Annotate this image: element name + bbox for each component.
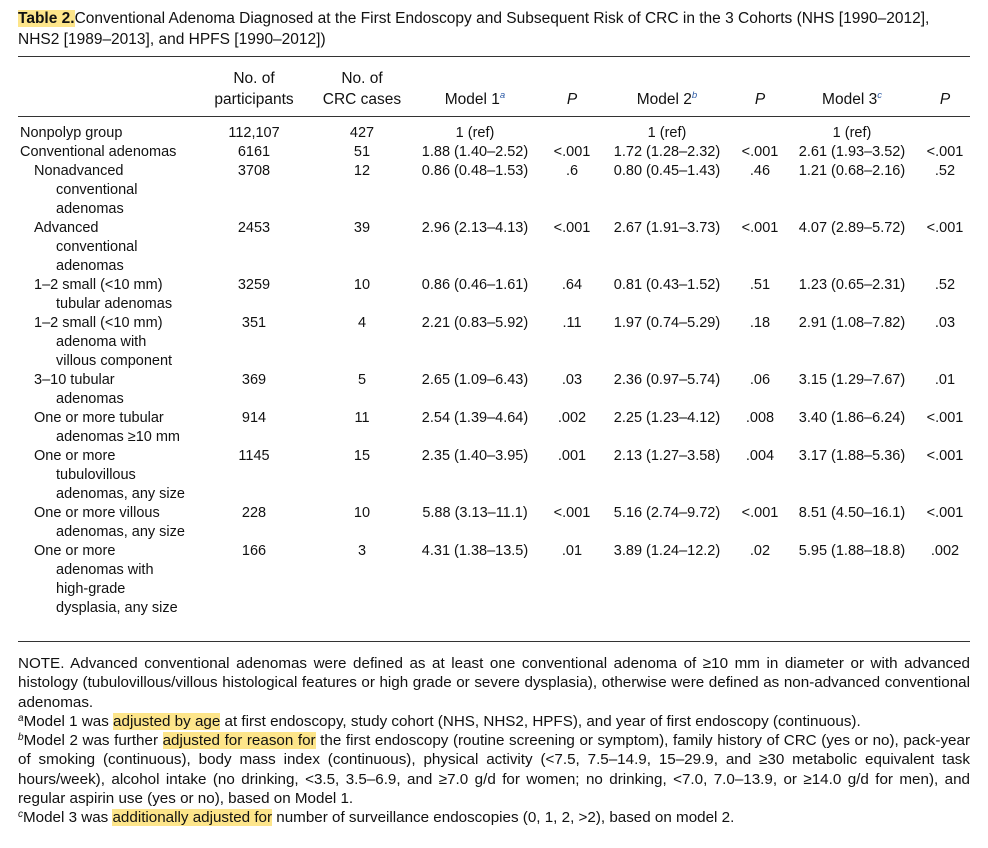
row-label-line: One or more — [34, 543, 116, 559]
model3-cell: 1.23 (0.65–2.31) — [798, 277, 906, 293]
row-label-line: adenomas, any size — [56, 486, 185, 502]
row-label — [34, 276, 172, 314]
footnote-c — [18, 808, 970, 827]
crc-cases-cell: 51 — [353, 144, 371, 160]
footnote-c-pre: Model 3 was — [23, 809, 113, 827]
row-label-line: adenomas — [56, 258, 124, 274]
crc-cases-cell: 12 — [353, 163, 371, 179]
note-paragraph: NOTE. Advanced conventional adenomas were defined as at least one conventional adenoma of ≥10 mm in diameter or with advanced histology (tubulovillous/villous histological features or high grade or severe dysplasia), otherwise were defined as non-advanced conventional adenomas. — [18, 655, 970, 711]
row-label-line: high-grade — [56, 581, 126, 597]
table-row — [0, 143, 988, 162]
p3-cell: <.001 — [926, 220, 964, 236]
row-label-line: Advanced — [34, 220, 99, 236]
row-label-line: One or more tubular — [34, 410, 164, 426]
header-model3-sup: c — [877, 90, 882, 101]
model3-cell: 4.07 (2.89–5.72) — [798, 220, 906, 236]
model1-cell: 2.35 (1.40–3.95) — [421, 448, 529, 464]
participants-cell: 2453 — [237, 220, 271, 236]
table-row — [0, 504, 988, 542]
header-participants-line2: participants — [214, 91, 294, 108]
model1-cell: 1 (ref) — [455, 125, 495, 141]
model1-cell: 2.65 (1.09–6.43) — [421, 372, 529, 388]
model2-cell: 3.89 (1.24–12.2) — [613, 543, 721, 559]
model3-cell: 5.95 (1.88–18.8) — [798, 543, 906, 559]
header-p3: P — [939, 91, 951, 108]
p2-cell: .02 — [749, 543, 771, 559]
model2-cell: 5.16 (2.74–9.72) — [613, 505, 721, 521]
model2-cell: 1.97 (0.74–5.29) — [613, 315, 721, 331]
row-label — [34, 447, 185, 504]
p3-cell: .52 — [934, 277, 956, 293]
model2-cell: 0.81 (0.43–1.52) — [613, 277, 721, 293]
p3-cell: .52 — [934, 163, 956, 179]
table-row — [0, 542, 988, 618]
footnote-c-post: number of surveillance endoscopies (0, 1, 2, >2), based on model 2. — [272, 809, 735, 827]
top-rule — [18, 56, 970, 57]
header-model2-sup: b — [691, 90, 698, 101]
row-label — [34, 409, 180, 447]
row-label — [34, 219, 137, 276]
p1-cell: .01 — [561, 543, 583, 559]
model3-cell: 1.21 (0.68–2.16) — [798, 163, 906, 179]
participants-cell: 3708 — [237, 163, 271, 179]
model3-cell: 8.51 (4.50–16.1) — [798, 505, 906, 521]
crc-cases-cell: 5 — [357, 372, 367, 388]
row-label — [34, 542, 178, 618]
header-rule — [18, 116, 970, 117]
model1-cell: 2.96 (2.13–4.13) — [421, 220, 529, 236]
row-label-line: adenoma with — [56, 334, 147, 350]
header-p2: P — [754, 91, 766, 108]
p2-cell: .46 — [749, 163, 771, 179]
participants-cell: 3259 — [237, 277, 271, 293]
model2-cell: 2.36 (0.97–5.74) — [613, 372, 721, 388]
table-notes — [18, 654, 970, 828]
bottom-rule — [18, 641, 970, 642]
row-label — [20, 124, 122, 143]
header-model3 — [790, 89, 914, 110]
table-title — [18, 8, 973, 50]
model2-cell: 1 (ref) — [647, 125, 687, 141]
crc-cases-cell: 39 — [353, 220, 371, 236]
p3-cell: <.001 — [926, 144, 964, 160]
model1-cell: 2.21 (0.83–5.92) — [421, 315, 529, 331]
row-label-line: Conventional adenomas — [20, 144, 177, 160]
crc-cases-cell: 4 — [357, 315, 367, 331]
header-model2 — [604, 89, 730, 110]
row-label-line: Nonpolyp group — [20, 125, 123, 141]
footnote-a-pre: Model 1 was — [23, 712, 114, 730]
p1-cell: .001 — [557, 448, 587, 464]
p2-cell: <.001 — [741, 144, 779, 160]
p2-cell: .004 — [745, 448, 775, 464]
header-model2-text: Model 2 — [636, 91, 692, 108]
p2-cell: <.001 — [741, 505, 779, 521]
row-label-line: tubular adenomas — [56, 296, 173, 312]
row-label — [34, 371, 124, 409]
header-crc-line2: CRC cases — [322, 91, 402, 108]
p3-cell: .01 — [934, 372, 956, 388]
footnote-a-mark: a — [18, 712, 24, 724]
p1-cell: <.001 — [553, 144, 591, 160]
header-crc-line1: No. of — [341, 70, 383, 87]
row-label-line: tubulovillous — [56, 467, 136, 483]
table-row — [0, 162, 988, 219]
p2-cell: <.001 — [741, 220, 779, 236]
footnote-a-highlight: adjusted by age — [113, 712, 221, 730]
row-label-line: conventional — [56, 239, 138, 255]
p1-cell: <.001 — [553, 220, 591, 236]
model3-cell: 2.61 (1.93–3.52) — [798, 144, 906, 160]
row-label — [34, 504, 185, 542]
p1-cell: .11 — [562, 315, 582, 331]
model3-cell: 1 (ref) — [832, 125, 872, 141]
p3-cell: .002 — [930, 543, 960, 559]
model3-cell: 2.91 (1.08–7.82) — [798, 315, 906, 331]
p3-cell: <.001 — [926, 448, 964, 464]
table-row — [0, 371, 988, 409]
p2-cell: .06 — [749, 372, 771, 388]
model1-cell: 1.88 (1.40–2.52) — [421, 144, 529, 160]
crc-cases-cell: 3 — [357, 543, 367, 559]
model3-cell: 3.15 (1.29–7.67) — [798, 372, 906, 388]
participants-cell: 351 — [241, 315, 267, 331]
model2-cell: 1.72 (1.28–2.32) — [613, 144, 721, 160]
row-label-line: adenomas — [56, 391, 124, 407]
p3-cell: <.001 — [926, 505, 964, 521]
model1-cell: 2.54 (1.39–4.64) — [421, 410, 529, 426]
crc-cases-cell: 10 — [353, 277, 371, 293]
model2-cell: 2.13 (1.27–3.58) — [613, 448, 721, 464]
header-model3-text: Model 3 — [822, 91, 878, 108]
p1-cell: .6 — [565, 163, 579, 179]
model1-cell: 4.31 (1.38–13.5) — [421, 543, 529, 559]
row-label-line: One or more villous — [34, 505, 160, 521]
row-label-line: dysplasia, any size — [56, 600, 178, 616]
participants-cell: 1145 — [238, 448, 270, 464]
p3-cell: <.001 — [926, 410, 964, 426]
table-row — [0, 124, 988, 143]
model2-cell: 2.67 (1.91–3.73) — [613, 220, 721, 236]
header-model1-sup: a — [499, 90, 506, 101]
footnote-b-pre: Model 2 was further — [23, 732, 163, 750]
row-label-line: 3–10 tubular — [34, 372, 115, 388]
p2-cell: .51 — [749, 277, 771, 293]
table-row — [0, 276, 988, 314]
header-model1-text: Model 1 — [444, 91, 500, 108]
header-p1: P — [566, 91, 578, 108]
row-label-line: adenomas ≥10 mm — [56, 429, 181, 445]
crc-cases-cell: 15 — [353, 448, 371, 464]
model3-cell: 3.40 (1.86–6.24) — [798, 410, 906, 426]
row-label-line: 1–2 small (<10 mm) — [34, 315, 163, 331]
crc-cases-cell: 11 — [354, 410, 370, 426]
row-label — [34, 314, 172, 371]
footnote-b — [18, 731, 970, 808]
footnote-c-mark: c — [18, 809, 23, 821]
model1-cell: 5.88 (3.13–11.1) — [422, 505, 528, 521]
crc-cases-cell: 10 — [353, 505, 371, 521]
table-row — [0, 219, 988, 276]
model2-cell: 2.25 (1.23–4.12) — [613, 410, 721, 426]
p1-cell: .002 — [557, 410, 587, 426]
row-label-line: adenomas — [56, 201, 124, 217]
participants-cell: 369 — [241, 372, 267, 388]
p3-cell: .03 — [934, 315, 956, 331]
footnote-b-post: the first endoscopy (routine screening or symptom), family history of CRC (yes or no), pack-year of smoking (continuous), body mass index (continuous), physical activity (<7.5, 7.5–14.9, 15–29.9, and ≥30 metabolic equivalent task hours/week), alcohol intake (no drinking, <3.5, 3.5–6.9, and ≥7.0 g/d for women; no drinking, <7.0, 7.0–13.9, or ≥14.0 g/d for men), and regular aspirin use (yes or no), based on Model 1. — [18, 732, 970, 808]
p1-cell: .03 — [561, 372, 583, 388]
footnote-a — [18, 712, 970, 731]
table-row — [0, 447, 988, 504]
p1-cell: <.001 — [553, 505, 591, 521]
footnote-b-mark: b — [18, 732, 24, 744]
row-label — [20, 143, 176, 162]
footnote-c-highlight: additionally adjusted for — [112, 809, 273, 827]
model1-cell: 0.86 (0.48–1.53) — [421, 163, 529, 179]
footnote-a-post: at first endoscopy, study cohort (NHS, NHS2, HPFS), and year of first endoscopy (continuous). — [220, 712, 861, 730]
p2-cell: .008 — [745, 410, 775, 426]
row-label — [34, 162, 137, 219]
participants-cell: 6161 — [237, 144, 271, 160]
table-title-text: Conventional Adenoma Diagnosed at the First Endoscopy and Subsequent Risk of CRC in the 3 Cohorts (NHS [1990–2012], NHS2 [1989–2013], and HPFS [1990–2012]) — [18, 10, 930, 48]
crc-cases-cell: 427 — [349, 125, 375, 141]
row-label-line: Nonadvanced — [34, 163, 124, 179]
row-label-line: conventional — [56, 182, 138, 198]
participants-cell: 914 — [241, 410, 267, 426]
p2-cell: .18 — [749, 315, 771, 331]
header-participants — [204, 68, 304, 110]
row-label-line: One or more — [34, 448, 116, 464]
table-row — [0, 409, 988, 447]
footnote-b-highlight: adjusted for reason for — [162, 732, 316, 750]
table-row — [0, 314, 988, 371]
participants-cell: 112,107 — [228, 125, 280, 141]
row-label-line: 1–2 small (<10 mm) — [34, 277, 163, 293]
row-label-line: adenomas, any size — [56, 524, 185, 540]
table-label: Table 2. — [18, 10, 75, 27]
p1-cell: .64 — [561, 277, 583, 293]
participants-cell: 228 — [241, 505, 267, 521]
row-label-line: villous component — [56, 353, 173, 369]
model3-cell: 3.17 (1.88–5.36) — [798, 448, 906, 464]
participants-cell: 166 — [241, 543, 267, 559]
header-participants-line1: No. of — [233, 70, 275, 87]
model1-cell: 0.86 (0.46–1.61) — [421, 277, 529, 293]
model2-cell: 0.80 (0.45–1.43) — [613, 163, 721, 179]
header-model1 — [410, 89, 540, 110]
row-label-line: adenomas with — [56, 562, 154, 578]
header-crc-cases — [312, 68, 412, 110]
